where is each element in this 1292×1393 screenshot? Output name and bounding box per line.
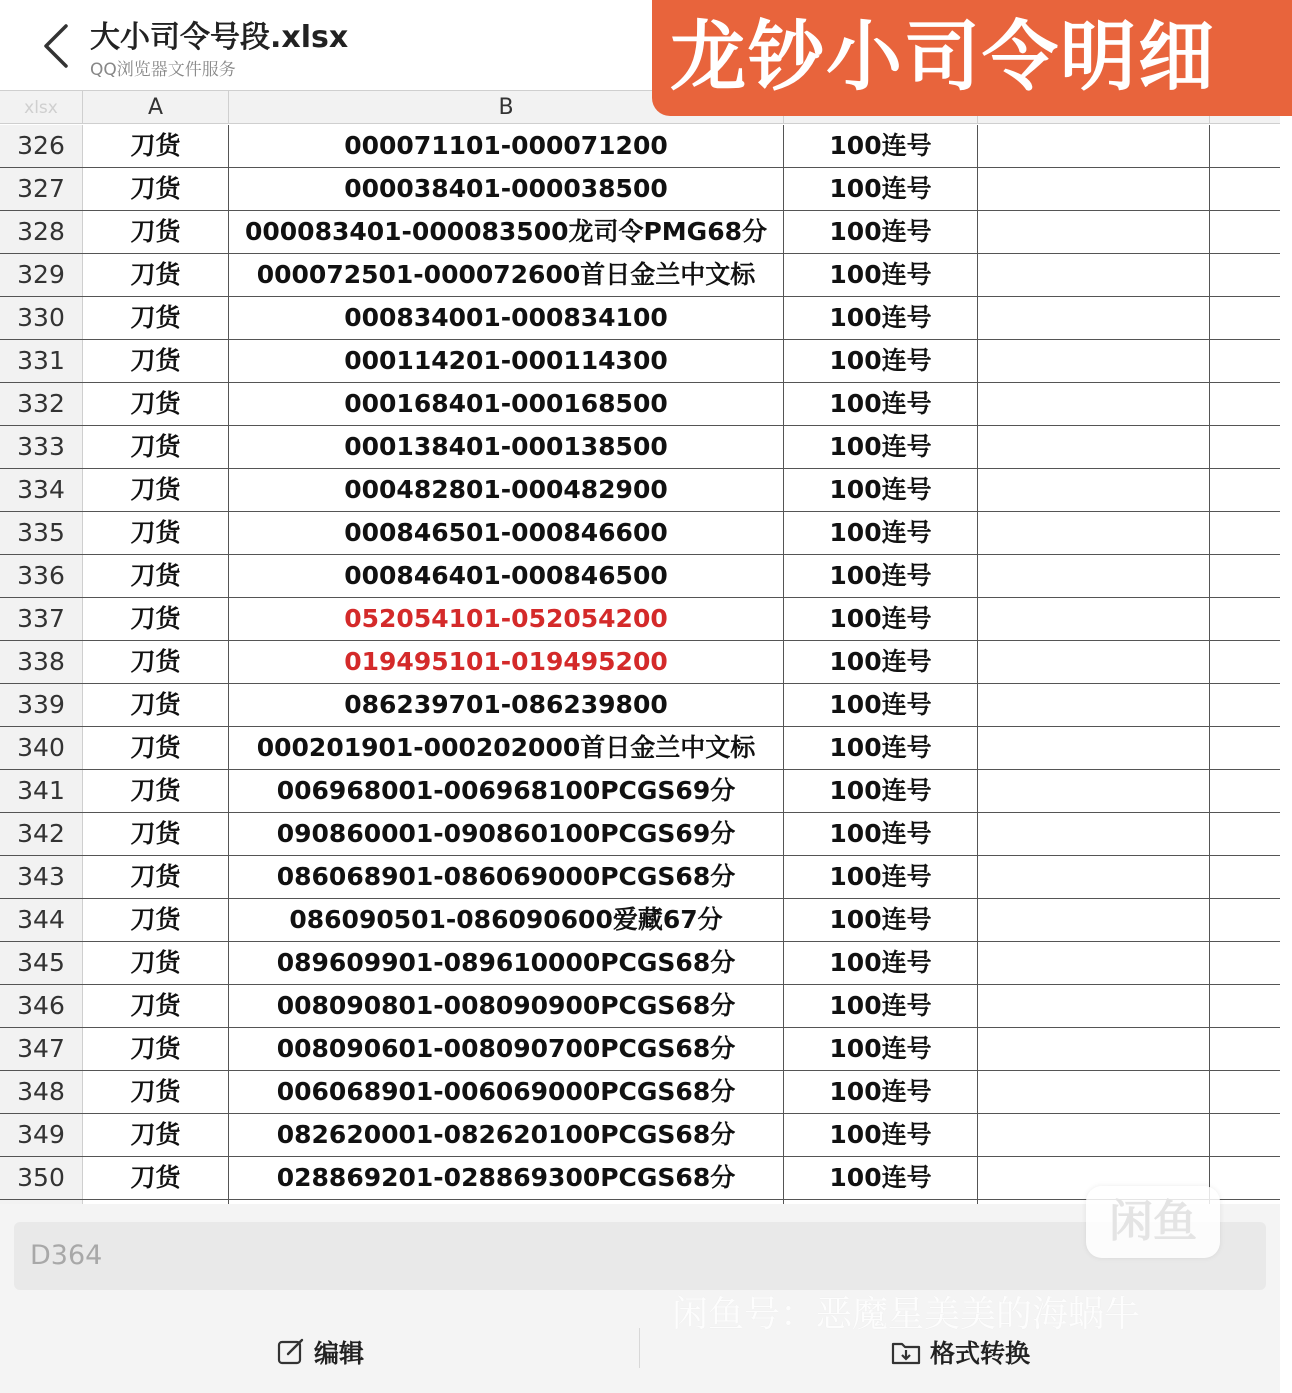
cell-c[interactable]: 100连号 [784,856,978,898]
cell-a[interactable]: 刀货 [83,899,229,941]
row-number[interactable]: 338 [0,641,83,683]
table-row[interactable] [0,1114,1280,1157]
table-row[interactable] [0,469,1280,512]
row-number[interactable]: 342 [0,813,83,855]
table-row[interactable] [0,211,1280,254]
cell-d[interactable] [978,426,1210,468]
row-number[interactable]: 333 [0,426,83,468]
cell-d[interactable] [978,383,1210,425]
row-number[interactable]: 348 [0,1071,83,1113]
cell-c[interactable]: 100连号 [784,598,978,640]
column-header-a[interactable]: A [83,91,229,123]
cell-c[interactable]: 100连号 [784,1028,978,1070]
cell-c[interactable]: 100连号 [784,512,978,554]
table-row[interactable] [0,641,1280,684]
cell-d[interactable] [978,512,1210,554]
cell-b[interactable]: 019495101-019495200 [229,641,784,683]
cell-c[interactable]: 100连号 [784,125,978,167]
cell-b[interactable]: 000846501-000846600 [229,512,784,554]
row-number[interactable]: 343 [0,856,83,898]
cell-c[interactable]: 100连号 [784,899,978,941]
cell-a[interactable]: 刀货 [83,598,229,640]
cell-b[interactable]: 000834001-000834100 [229,297,784,339]
table-row[interactable] [0,598,1280,641]
cell-c[interactable]: 100连号 [784,426,978,468]
cell-b[interactable]: 086090501-086090600爱藏67分 [229,899,784,941]
cell-c[interactable]: 100连号 [784,1157,978,1199]
table-row[interactable] [0,856,1280,899]
table-row[interactable] [0,383,1280,426]
cell-d[interactable] [978,555,1210,597]
cell-c[interactable]: 100连号 [784,727,978,769]
table-row[interactable] [0,340,1280,383]
back-button[interactable] [38,22,74,70]
cell-d[interactable] [978,168,1210,210]
row-number[interactable]: 332 [0,383,83,425]
cell-a[interactable]: 刀货 [83,211,229,253]
cell-c[interactable]: 100连号 [784,942,978,984]
cell-a[interactable]: 刀货 [83,125,229,167]
cell-d[interactable] [978,899,1210,941]
table-row[interactable] [0,813,1280,856]
cell-c[interactable]: 100连号 [784,555,978,597]
cell-d[interactable] [978,942,1210,984]
cell-a[interactable]: 刀货 [83,340,229,382]
cell-a[interactable]: 刀货 [83,942,229,984]
cell-a[interactable]: 刀货 [83,168,229,210]
cell-c[interactable]: 100连号 [784,1071,978,1113]
cell-d[interactable] [978,727,1210,769]
cell-d[interactable] [978,1114,1210,1156]
table-row[interactable] [0,555,1280,598]
edit-icon [276,1337,306,1367]
table-row[interactable] [0,297,1280,340]
row-number[interactable]: 345 [0,942,83,984]
cell-b[interactable]: 082620001-082620100PCGS68分 [229,1114,784,1156]
row-number[interactable]: 328 [0,211,83,253]
cell-b[interactable]: 028869201-028869300PCGS68分 [229,1157,784,1199]
cell-b[interactable]: 006968001-006968100PCGS69分 [229,770,784,812]
cell-a[interactable]: 刀货 [83,469,229,511]
cell-a[interactable]: 刀货 [83,641,229,683]
cell-d[interactable] [978,641,1210,683]
cell-a[interactable]: 刀货 [83,770,229,812]
row-number[interactable]: 330 [0,297,83,339]
cell-d[interactable] [978,125,1210,167]
table-row[interactable] [0,899,1280,942]
row-number[interactable]: 344 [0,899,83,941]
cell-b[interactable]: 089609901-089610000PCGS68分 [229,942,784,984]
cell-d[interactable] [978,770,1210,812]
cell-b[interactable]: 090860001-090860100PCGS69分 [229,813,784,855]
row-number[interactable]: 341 [0,770,83,812]
cell-c[interactable]: 100连号 [784,168,978,210]
cell-d[interactable] [978,985,1210,1027]
cell-reference-text: D364 [30,1240,103,1271]
edit-button[interactable] [276,1332,364,1372]
table-row[interactable] [0,1028,1280,1071]
cell-c[interactable]: 100连号 [784,770,978,812]
cell-d[interactable] [978,1028,1210,1070]
cell-b[interactable]: 000083401-000083500龙司令PMG68分 [229,211,784,253]
cell-c[interactable]: 100连号 [784,383,978,425]
cell-b[interactable]: 000038401-000038500 [229,168,784,210]
cell-a[interactable]: 刀货 [83,985,229,1027]
table-row[interactable] [0,684,1280,727]
cell-a[interactable]: 刀货 [83,383,229,425]
cell-d[interactable] [978,211,1210,253]
cell-b[interactable]: 000071101-000071200 [229,125,784,167]
title-banner [652,0,1292,116]
corner-cell[interactable]: xlsx [0,91,83,123]
row-number[interactable]: 350 [0,1157,83,1199]
table-row[interactable] [0,727,1280,770]
cell-b[interactable]: 008090801-008090900PCGS68分 [229,985,784,1027]
table-row[interactable] [0,985,1280,1028]
row-number[interactable]: 329 [0,254,83,296]
cell-c[interactable]: 100连号 [784,297,978,339]
table-row[interactable] [0,125,1280,168]
cell-d[interactable] [978,1071,1210,1113]
row-number[interactable]: 326 [0,125,83,167]
cell-b[interactable]: 086239701-086239800 [229,684,784,726]
folder-download-icon [890,1337,922,1367]
cell-c[interactable]: 100连号 [784,469,978,511]
cell-d[interactable] [978,340,1210,382]
cell-d[interactable] [978,469,1210,511]
table-row[interactable] [0,254,1280,297]
cell-a[interactable]: 刀货 [83,813,229,855]
cell-b[interactable]: 052054101-052054200 [229,598,784,640]
cell-b[interactable]: 006068901-006069000PCGS68分 [229,1071,784,1113]
cell-a[interactable]: 刀货 [83,555,229,597]
cell-a[interactable]: 刀货 [83,254,229,296]
watermark-text: 闲鱼号：恶魔星美美的海蜗牛 [672,1294,1141,1335]
row-number[interactable]: 331 [0,340,83,382]
cell-b[interactable]: 000072501-000072600首日金兰中文标 [229,254,784,296]
row-number[interactable]: 346 [0,985,83,1027]
table-row[interactable] [0,1071,1280,1114]
table-row[interactable] [0,168,1280,211]
cell-a[interactable]: 刀货 [83,684,229,726]
row-number[interactable]: 334 [0,469,83,511]
table-row[interactable] [0,512,1280,555]
cell-a[interactable]: 刀货 [83,297,229,339]
cell-reference-box[interactable] [14,1222,1266,1290]
file-title: 大小司令号段.xlsx [90,20,349,55]
xianyu-watermark-logo [1086,1186,1220,1258]
row-number[interactable]: 337 [0,598,83,640]
cell-a[interactable]: 刀货 [83,512,229,554]
cell-c[interactable]: 100连号 [784,1114,978,1156]
cell-a[interactable]: 刀货 [83,426,229,468]
edit-label: 编辑 [314,1339,365,1368]
table-row[interactable] [0,770,1280,813]
cell-c[interactable]: 100连号 [784,684,978,726]
cell-a[interactable]: 刀货 [83,1028,229,1070]
row-number[interactable]: 327 [0,168,83,210]
cell-b[interactable]: 000168401-000168500 [229,383,784,425]
row-number[interactable]: 335 [0,512,83,554]
spreadsheet-view[interactable] [0,90,1280,1204]
watermark-logo-text: 闲鱼 [1109,1196,1197,1247]
cell-a[interactable]: 刀货 [83,856,229,898]
cell-c[interactable]: 100连号 [784,813,978,855]
cell-b[interactable]: 000114201-000114300 [229,340,784,382]
cell-d[interactable] [978,598,1210,640]
cell-b[interactable]: 000482801-000482900 [229,469,784,511]
cell-c[interactable]: 100连号 [784,340,978,382]
cell-d[interactable] [978,856,1210,898]
format-convert-button[interactable] [890,1332,1030,1372]
cell-d[interactable] [978,684,1210,726]
row-number[interactable]: 339 [0,684,83,726]
cell-c[interactable]: 100连号 [784,641,978,683]
row-number[interactable]: 336 [0,555,83,597]
cell-d[interactable] [978,254,1210,296]
cell-b[interactable]: 000201901-000202000首日金兰中文标 [229,727,784,769]
column-header-b[interactable]: B [229,91,784,123]
row-number[interactable]: 349 [0,1114,83,1156]
cell-a[interactable]: 刀货 [83,1157,229,1199]
cell-a[interactable]: 刀货 [83,1114,229,1156]
cell-a[interactable]: 刀货 [83,1071,229,1113]
format-convert-label: 格式转换 [930,1339,1031,1368]
cell-c[interactable]: 100连号 [784,211,978,253]
cell-d[interactable] [978,297,1210,339]
cell-b[interactable]: 086068901-086069000PCGS68分 [229,856,784,898]
table-row[interactable] [0,942,1280,985]
cell-d[interactable] [978,813,1210,855]
cell-c[interactable]: 100连号 [784,985,978,1027]
cell-b[interactable]: 000138401-000138500 [229,426,784,468]
cell-a[interactable]: 刀货 [83,727,229,769]
table-row[interactable] [0,426,1280,469]
file-service-subtitle: QQ浏览器文件服务 [90,60,236,80]
cell-b[interactable]: 008090601-008090700PCGS68分 [229,1028,784,1070]
banner-text: 龙钞小司令明细 [670,12,1216,101]
table-body [0,125,1280,1243]
row-number[interactable]: 340 [0,727,83,769]
row-number[interactable]: 347 [0,1028,83,1070]
toolbar-divider [639,1328,640,1368]
chevron-left-icon [38,22,74,70]
cell-c[interactable]: 100连号 [784,254,978,296]
cell-b[interactable]: 000846401-000846500 [229,555,784,597]
